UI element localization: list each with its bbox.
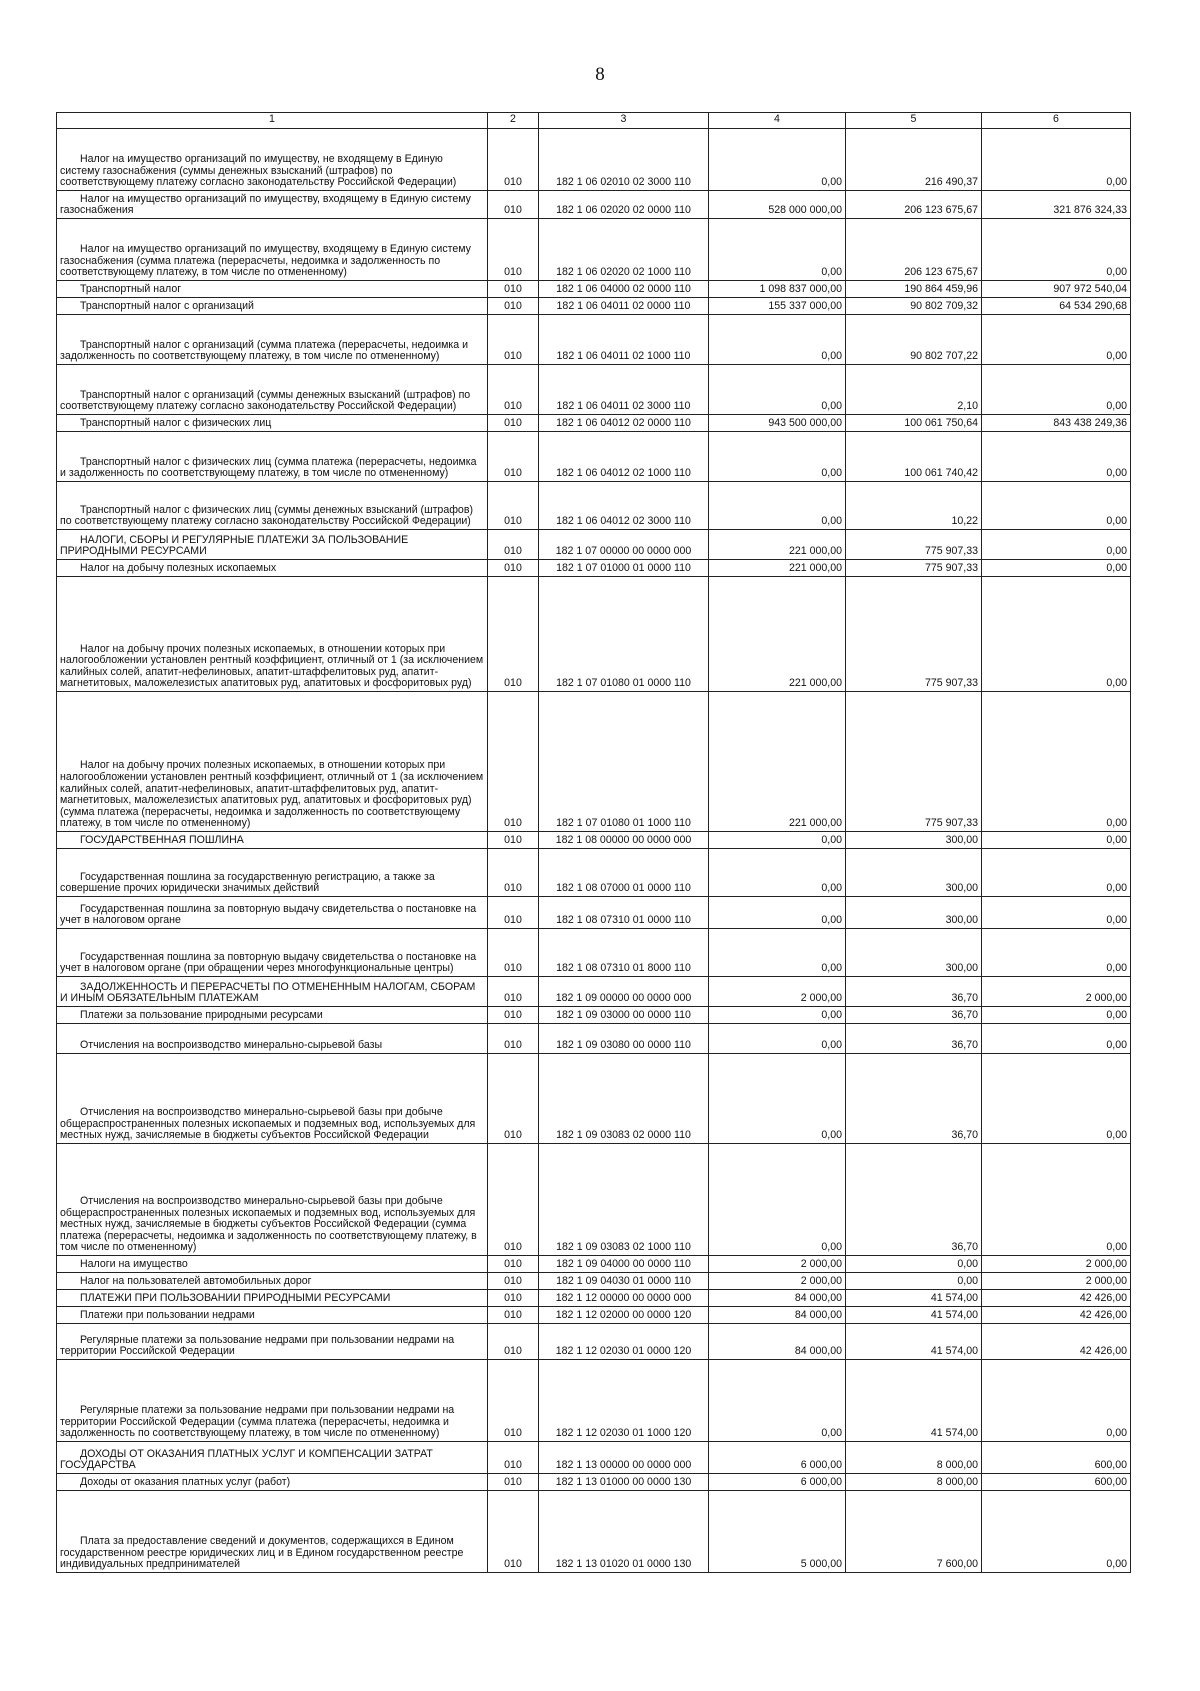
row-line-code: 010 <box>488 315 539 365</box>
row-budget-code: 182 1 06 04011 02 1000 110 <box>539 315 709 365</box>
row-budget-code: 182 1 09 03000 00 0000 110 <box>539 1007 709 1024</box>
row-unexecuted-amount: 321 876 324,33 <box>982 191 1131 219</box>
row-name <box>57 1144 488 1256</box>
row-name <box>57 1273 488 1290</box>
row-name-text: Регулярные платежи за пользование недрами при пользовании недрами на территории Российской Федерации <box>60 1333 455 1358</box>
row-budget-code: 182 1 09 03083 02 0000 110 <box>539 1054 709 1144</box>
row-line-code: 010 <box>488 1290 539 1307</box>
row-unexecuted-amount: 0,00 <box>982 1144 1131 1256</box>
row-name <box>57 1290 488 1307</box>
row-name <box>57 1054 488 1144</box>
row-executed-amount: 216 490,37 <box>846 129 982 191</box>
row-approved-amount: 0,00 <box>709 897 846 929</box>
row-name <box>57 1442 488 1474</box>
row-name-text: Налог на имущество организаций по имуществу, входящему в Единую систему газоснабжения (сумма платежа (перерасчеты, недоимка и задолженность по соответствующему платежу, в том числе по отмененному) <box>60 243 471 279</box>
row-approved-amount: 0,00 <box>709 482 846 530</box>
table-row <box>57 1290 1131 1307</box>
row-unexecuted-amount: 0,00 <box>982 1007 1131 1024</box>
row-executed-amount: 300,00 <box>846 897 982 929</box>
row-unexecuted-amount: 0,00 <box>982 560 1131 577</box>
table-row <box>57 1256 1131 1273</box>
row-line-code: 010 <box>488 530 539 560</box>
row-name-text: Доходы от оказания платных услуг (работ) <box>80 1476 291 1489</box>
row-budget-code: 182 1 08 07310 01 8000 110 <box>539 929 709 977</box>
table-row <box>57 129 1131 191</box>
revenue-table <box>56 112 1131 1573</box>
row-name <box>57 1007 488 1024</box>
row-approved-amount: 155 337 000,00 <box>709 298 846 315</box>
row-name <box>57 432 488 482</box>
row-unexecuted-amount: 0,00 <box>982 315 1131 365</box>
table-row <box>57 415 1131 432</box>
row-name <box>57 315 488 365</box>
row-unexecuted-amount: 600,00 <box>982 1442 1131 1474</box>
row-approved-amount: 221 000,00 <box>709 692 846 832</box>
row-unexecuted-amount: 42 426,00 <box>982 1324 1131 1360</box>
row-approved-amount: 0,00 <box>709 1144 846 1256</box>
row-name <box>57 1491 488 1573</box>
row-approved-amount: 2 000,00 <box>709 1256 846 1273</box>
row-budget-code: 182 1 06 02020 02 0000 110 <box>539 191 709 219</box>
row-name-text: Налог на имущество организаций по имуществу, входящему в Единую систему газоснабжения <box>60 192 471 217</box>
row-executed-amount: 36,70 <box>846 1144 982 1256</box>
row-approved-amount: 84 000,00 <box>709 1324 846 1360</box>
table-row <box>57 1007 1131 1024</box>
row-line-code: 010 <box>488 1054 539 1144</box>
row-name-text: ДОХОДЫ ОТ ОКАЗАНИЯ ПЛАТНЫХ УСЛУГ И КОМПЕНСАЦИИ ЗАТРАТ ГОСУДАРСТВА <box>60 1447 433 1472</box>
table-row <box>57 315 1131 365</box>
column-header-2: 2 <box>488 113 539 129</box>
column-header-6: 6 <box>982 113 1131 129</box>
column-header-1: 1 <box>57 113 488 129</box>
row-executed-amount: 775 907,33 <box>846 692 982 832</box>
row-name-text: Транспортный налог с организаций <box>80 300 254 313</box>
row-executed-amount: 300,00 <box>846 849 982 897</box>
table-row <box>57 977 1131 1007</box>
row-approved-amount: 0,00 <box>709 432 846 482</box>
row-budget-code: 182 1 08 07000 01 0000 110 <box>539 849 709 897</box>
page-number: 8 <box>595 64 605 85</box>
row-executed-amount: 10,22 <box>846 482 982 530</box>
row-line-code: 010 <box>488 692 539 832</box>
row-name-text: Налог на добычу полезных ископаемых <box>80 562 277 575</box>
row-unexecuted-amount: 0,00 <box>982 1360 1131 1442</box>
row-name-text: Транспортный налог <box>80 283 182 296</box>
row-name <box>57 1360 488 1442</box>
table-row <box>57 897 1131 929</box>
row-line-code: 010 <box>488 977 539 1007</box>
row-approved-amount: 0,00 <box>709 365 846 415</box>
row-unexecuted-amount: 0,00 <box>982 482 1131 530</box>
row-unexecuted-amount: 0,00 <box>982 692 1131 832</box>
row-name-text: Транспортный налог с физических лиц (сумма платежа (перерасчеты, недоимка и задолженность по соответствующему платежу, в том числе по отмененному) <box>60 455 477 480</box>
row-unexecuted-amount: 2 000,00 <box>982 977 1131 1007</box>
row-executed-amount: 90 802 709,32 <box>846 298 982 315</box>
row-line-code: 010 <box>488 432 539 482</box>
row-line-code: 010 <box>488 1256 539 1273</box>
row-executed-amount: 36,70 <box>846 1054 982 1144</box>
row-executed-amount: 36,70 <box>846 1024 982 1054</box>
row-unexecuted-amount: 0,00 <box>982 219 1131 281</box>
table-body <box>57 129 1131 1573</box>
table-row <box>57 832 1131 849</box>
row-name <box>57 1474 488 1491</box>
table-row <box>57 1307 1131 1324</box>
row-name-text: Отчисления на воспроизводство минерально-сырьевой базы <box>80 1039 383 1052</box>
table-row <box>57 1024 1131 1054</box>
row-unexecuted-amount: 42 426,00 <box>982 1290 1131 1307</box>
row-name-text: Налог на добычу прочих полезных ископаемых, в отношении которых при налогообложении установлен рентный коэффициент, отличный от 1 (за исключением калийных солей, апатит-нефелиновых, апатит-штаффелитовых руд, апатит-магнетитовых, маложелезистых апатитовых руд, апатитовых и фосфоритовых руд) <box>60 642 484 690</box>
row-line-code: 010 <box>488 298 539 315</box>
row-name <box>57 530 488 560</box>
row-executed-amount: 36,70 <box>846 977 982 1007</box>
row-approved-amount: 221 000,00 <box>709 577 846 692</box>
row-unexecuted-amount: 64 534 290,68 <box>982 298 1131 315</box>
row-budget-code: 182 1 12 00000 00 0000 000 <box>539 1290 709 1307</box>
row-line-code: 010 <box>488 849 539 897</box>
row-approved-amount: 0,00 <box>709 1024 846 1054</box>
row-line-code: 010 <box>488 1491 539 1573</box>
row-name-text: Налог на пользователей автомобильных дорог <box>80 1275 312 1288</box>
row-name-text: НАЛОГИ, СБОРЫ И РЕГУЛЯРНЫЕ ПЛАТЕЖИ ЗА ПОЛЬЗОВАНИЕ ПРИРОДНЫМИ РЕСУРСАМИ <box>60 533 409 558</box>
table-row <box>57 1273 1131 1290</box>
row-line-code: 010 <box>488 415 539 432</box>
row-budget-code: 182 1 09 00000 00 0000 000 <box>539 977 709 1007</box>
row-name <box>57 929 488 977</box>
row-name-text: Регулярные платежи за пользование недрами при пользовании недрами на территории Российской Федерации (сумма платежа (перерасчеты, недоимка и задолженность по соответствующему платежу, в том числе по отмененному) <box>60 1404 455 1440</box>
row-approved-amount: 221 000,00 <box>709 530 846 560</box>
row-approved-amount: 943 500 000,00 <box>709 415 846 432</box>
row-budget-code: 182 1 09 03080 00 0000 110 <box>539 1024 709 1054</box>
column-number-row <box>57 113 1131 129</box>
row-unexecuted-amount: 0,00 <box>982 849 1131 897</box>
table-row <box>57 1442 1131 1474</box>
row-name <box>57 832 488 849</box>
row-budget-code: 182 1 13 00000 00 0000 000 <box>539 1442 709 1474</box>
row-budget-code: 182 1 07 01080 01 1000 110 <box>539 692 709 832</box>
row-name <box>57 219 488 281</box>
row-name-text: ПЛАТЕЖИ ПРИ ПОЛЬЗОВАНИИ ПРИРОДНЫМИ РЕСУРСАМИ <box>80 1292 391 1305</box>
row-unexecuted-amount: 843 438 249,36 <box>982 415 1131 432</box>
row-unexecuted-amount: 907 972 540,04 <box>982 281 1131 298</box>
row-name <box>57 977 488 1007</box>
row-unexecuted-amount: 2 000,00 <box>982 1256 1131 1273</box>
row-budget-code: 182 1 13 01000 00 0000 130 <box>539 1474 709 1491</box>
table-row <box>57 692 1131 832</box>
table-row <box>57 1491 1131 1573</box>
row-name-text: Государственная пошлина за государственную регистрацию, а также за совершение прочих юридически значимых действий <box>60 870 435 895</box>
row-executed-amount: 206 123 675,67 <box>846 219 982 281</box>
row-budget-code: 182 1 06 02010 02 3000 110 <box>539 129 709 191</box>
table-row <box>57 281 1131 298</box>
row-name-text: Государственная пошлина за повторную выдачу свидетельства о постановке на учет в налоговом органе <box>60 902 477 927</box>
row-executed-amount: 0,00 <box>846 1256 982 1273</box>
row-executed-amount: 7 600,00 <box>846 1491 982 1573</box>
row-executed-amount: 41 574,00 <box>846 1360 982 1442</box>
row-line-code: 010 <box>488 1360 539 1442</box>
row-approved-amount: 84 000,00 <box>709 1307 846 1324</box>
row-budget-code: 182 1 13 01020 01 0000 130 <box>539 1491 709 1573</box>
row-executed-amount: 41 574,00 <box>846 1307 982 1324</box>
row-name <box>57 1307 488 1324</box>
row-name-text: Государственная пошлина за повторную выдачу свидетельства о постановке на учет в налоговом органе (при обращении через многофункциональные центры) <box>60 950 477 975</box>
row-name <box>57 129 488 191</box>
row-unexecuted-amount: 600,00 <box>982 1474 1131 1491</box>
table-row <box>57 482 1131 530</box>
row-line-code: 010 <box>488 1442 539 1474</box>
row-name <box>57 560 488 577</box>
row-name <box>57 692 488 832</box>
row-name-text: Транспортный налог с организаций (суммы денежных взысканий (штрафов) по соответствующему платежу согласно законодательству Российской Федерации) <box>60 388 471 413</box>
row-approved-amount: 0,00 <box>709 1007 846 1024</box>
row-name-text: Платежи при пользовании недрами <box>80 1309 255 1322</box>
row-budget-code: 182 1 07 00000 00 0000 000 <box>539 530 709 560</box>
table-row <box>57 191 1131 219</box>
row-name-text: Транспортный налог с физических лиц (суммы денежных взысканий (штрафов) по соответствующему платежу согласно законодательству Российской Федерации) <box>60 503 473 528</box>
row-line-code: 010 <box>488 577 539 692</box>
row-line-code: 010 <box>488 219 539 281</box>
row-executed-amount: 100 061 740,42 <box>846 432 982 482</box>
table-row <box>57 219 1131 281</box>
row-approved-amount: 528 000 000,00 <box>709 191 846 219</box>
row-approved-amount: 0,00 <box>709 1360 846 1442</box>
row-executed-amount: 8 000,00 <box>846 1442 982 1474</box>
row-approved-amount: 6 000,00 <box>709 1474 846 1491</box>
table-row <box>57 849 1131 897</box>
column-header-4: 4 <box>709 113 846 129</box>
row-budget-code: 182 1 06 04000 02 0000 110 <box>539 281 709 298</box>
row-executed-amount: 300,00 <box>846 929 982 977</box>
row-line-code: 010 <box>488 560 539 577</box>
row-name <box>57 482 488 530</box>
row-name-text: Налог на имущество организаций по имуществу, не входящему в Единую систему газоснабжения (суммы денежных взысканий (штрафов) по соответствующему платежу согласно законодательству Российской Федерации) <box>60 153 457 189</box>
row-budget-code: 182 1 07 01080 01 0000 110 <box>539 577 709 692</box>
table-row <box>57 298 1131 315</box>
row-unexecuted-amount: 0,00 <box>982 1024 1131 1054</box>
table-row <box>57 1360 1131 1442</box>
row-budget-code: 182 1 12 02000 00 0000 120 <box>539 1307 709 1324</box>
table-row <box>57 1144 1131 1256</box>
row-unexecuted-amount: 0,00 <box>982 432 1131 482</box>
row-name-text: Транспортный налог с организаций (сумма платежа (перерасчеты, недоимка и задолженность по соответствующему платежу, в том числе по отмененному) <box>60 338 469 363</box>
row-executed-amount: 2,10 <box>846 365 982 415</box>
row-name <box>57 1324 488 1360</box>
row-unexecuted-amount: 0,00 <box>982 1491 1131 1573</box>
column-header-5: 5 <box>846 113 982 129</box>
row-name-text: Плата за предоставление сведений и документов, содержащихся в Едином государственном реестре юридических лиц и в Едином государственном реестре индивидуальных предпринимателей <box>60 1535 464 1571</box>
row-name <box>57 1256 488 1273</box>
row-executed-amount: 190 864 459,96 <box>846 281 982 298</box>
row-line-code: 010 <box>488 281 539 298</box>
row-approved-amount: 0,00 <box>709 219 846 281</box>
table-row <box>57 1054 1131 1144</box>
row-name-text: Платежи за пользование природными ресурсами <box>80 1009 323 1022</box>
row-line-code: 010 <box>488 1307 539 1324</box>
row-line-code: 010 <box>488 832 539 849</box>
row-executed-amount: 41 574,00 <box>846 1324 982 1360</box>
row-unexecuted-amount: 0,00 <box>982 365 1131 415</box>
row-name-text: ГОСУДАРСТВЕННАЯ ПОШЛИНА <box>80 834 244 847</box>
row-unexecuted-amount: 0,00 <box>982 1054 1131 1144</box>
row-line-code: 010 <box>488 129 539 191</box>
table-row <box>57 577 1131 692</box>
row-name-text: Налог на добычу прочих полезных ископаемых, в отношении которых при налогообложении установлен рентный коэффициент, отличный от 1 (за исключением калийных солей, апатит-нефелиновых, апатит-штаффелитовых руд, апатит-магнетитовых, маложелезистых апатитовых руд, апатитовых и фосфоритовых руд) (сумма платежа (перерасчеты, недоимка и задолженность по соответствующему платежу, в том числе по отмененному) <box>60 759 484 830</box>
table-row <box>57 560 1131 577</box>
table-row <box>57 365 1131 415</box>
row-budget-code: 182 1 08 00000 00 0000 000 <box>539 832 709 849</box>
row-budget-code: 182 1 06 04011 02 0000 110 <box>539 298 709 315</box>
row-line-code: 010 <box>488 365 539 415</box>
row-budget-code: 182 1 08 07310 01 0000 110 <box>539 897 709 929</box>
row-unexecuted-amount: 0,00 <box>982 929 1131 977</box>
table-row <box>57 929 1131 977</box>
row-name <box>57 365 488 415</box>
row-line-code: 010 <box>488 1324 539 1360</box>
row-approved-amount: 0,00 <box>709 315 846 365</box>
row-approved-amount: 0,00 <box>709 929 846 977</box>
row-budget-code: 182 1 12 02030 01 1000 120 <box>539 1360 709 1442</box>
row-approved-amount: 0,00 <box>709 832 846 849</box>
row-unexecuted-amount: 0,00 <box>982 577 1131 692</box>
row-approved-amount: 2 000,00 <box>709 1273 846 1290</box>
row-executed-amount: 90 802 707,22 <box>846 315 982 365</box>
row-unexecuted-amount: 2 000,00 <box>982 1273 1131 1290</box>
row-name <box>57 897 488 929</box>
row-executed-amount: 8 000,00 <box>846 1474 982 1491</box>
table-row <box>57 530 1131 560</box>
row-executed-amount: 775 907,33 <box>846 577 982 692</box>
row-budget-code: 182 1 07 01000 01 0000 110 <box>539 560 709 577</box>
row-approved-amount: 84 000,00 <box>709 1290 846 1307</box>
row-budget-code: 182 1 09 04000 00 0000 110 <box>539 1256 709 1273</box>
row-approved-amount: 0,00 <box>709 1054 846 1144</box>
row-unexecuted-amount: 0,00 <box>982 897 1131 929</box>
table-row <box>57 432 1131 482</box>
row-line-code: 010 <box>488 1474 539 1491</box>
row-unexecuted-amount: 42 426,00 <box>982 1307 1131 1324</box>
row-budget-code: 182 1 06 04012 02 1000 110 <box>539 432 709 482</box>
row-budget-code: 182 1 09 04030 01 0000 110 <box>539 1273 709 1290</box>
row-name <box>57 1024 488 1054</box>
row-line-code: 010 <box>488 929 539 977</box>
column-header-3: 3 <box>539 113 709 129</box>
row-line-code: 010 <box>488 1273 539 1290</box>
row-unexecuted-amount: 0,00 <box>982 129 1131 191</box>
row-name <box>57 415 488 432</box>
row-line-code: 010 <box>488 482 539 530</box>
row-budget-code: 182 1 06 02020 02 1000 110 <box>539 219 709 281</box>
row-budget-code: 182 1 09 03083 02 1000 110 <box>539 1144 709 1256</box>
table-row <box>57 1324 1131 1360</box>
row-line-code: 010 <box>488 1144 539 1256</box>
row-line-code: 010 <box>488 1007 539 1024</box>
row-approved-amount: 5 000,00 <box>709 1491 846 1573</box>
row-budget-code: 182 1 06 04011 02 3000 110 <box>539 365 709 415</box>
row-budget-code: 182 1 06 04012 02 0000 110 <box>539 415 709 432</box>
row-approved-amount: 0,00 <box>709 129 846 191</box>
row-executed-amount: 36,70 <box>846 1007 982 1024</box>
row-name <box>57 281 488 298</box>
row-approved-amount: 2 000,00 <box>709 977 846 1007</box>
row-executed-amount: 300,00 <box>846 832 982 849</box>
row-approved-amount: 221 000,00 <box>709 560 846 577</box>
row-budget-code: 182 1 12 02030 01 0000 120 <box>539 1324 709 1360</box>
row-executed-amount: 100 061 750,64 <box>846 415 982 432</box>
row-executed-amount: 0,00 <box>846 1273 982 1290</box>
row-executed-amount: 775 907,33 <box>846 530 982 560</box>
row-unexecuted-amount: 0,00 <box>982 530 1131 560</box>
row-executed-amount: 41 574,00 <box>846 1290 982 1307</box>
row-name-text: Транспортный налог с физических лиц <box>80 417 272 430</box>
row-name <box>57 577 488 692</box>
row-executed-amount: 206 123 675,67 <box>846 191 982 219</box>
row-line-code: 010 <box>488 897 539 929</box>
row-line-code: 010 <box>488 191 539 219</box>
row-line-code: 010 <box>488 1024 539 1054</box>
row-executed-amount: 775 907,33 <box>846 560 982 577</box>
row-name <box>57 191 488 219</box>
row-name <box>57 849 488 897</box>
row-approved-amount: 1 098 837 000,00 <box>709 281 846 298</box>
row-name <box>57 298 488 315</box>
row-approved-amount: 0,00 <box>709 849 846 897</box>
row-budget-code: 182 1 06 04012 02 3000 110 <box>539 482 709 530</box>
row-name-text: ЗАДОЛЖЕННОСТЬ И ПЕРЕРАСЧЕТЫ ПО ОТМЕНЕННЫМ НАЛОГАМ, СБОРАМ И ИНЫМ ОБЯЗАТЕЛЬНЫМ ПЛАТЕЖАМ <box>60 980 476 1005</box>
row-name-text: Налоги на имущество <box>80 1258 188 1271</box>
table-row <box>57 1474 1131 1491</box>
row-name-text: Отчисления на воспроизводство минерально-сырьевой базы при добыче общераспространенных полезных ископаемых и подземных вод, используемых для местных нужд, зачисляемые в бюджеты субъектов Российской Федерации (сумма платежа (перерасчеты, недоимка и задолженность по соответствующему платежу, в том числе по отмененному) <box>60 1195 477 1254</box>
row-unexecuted-amount: 0,00 <box>982 832 1131 849</box>
row-name-text: Отчисления на воспроизводство минерально-сырьевой базы при добыче общераспространенных полезных ископаемых и подземных вод, используемых для местных нужд, зачисляемые в бюджеты субъектов Российской Федерации <box>60 1106 476 1142</box>
row-approved-amount: 6 000,00 <box>709 1442 846 1474</box>
